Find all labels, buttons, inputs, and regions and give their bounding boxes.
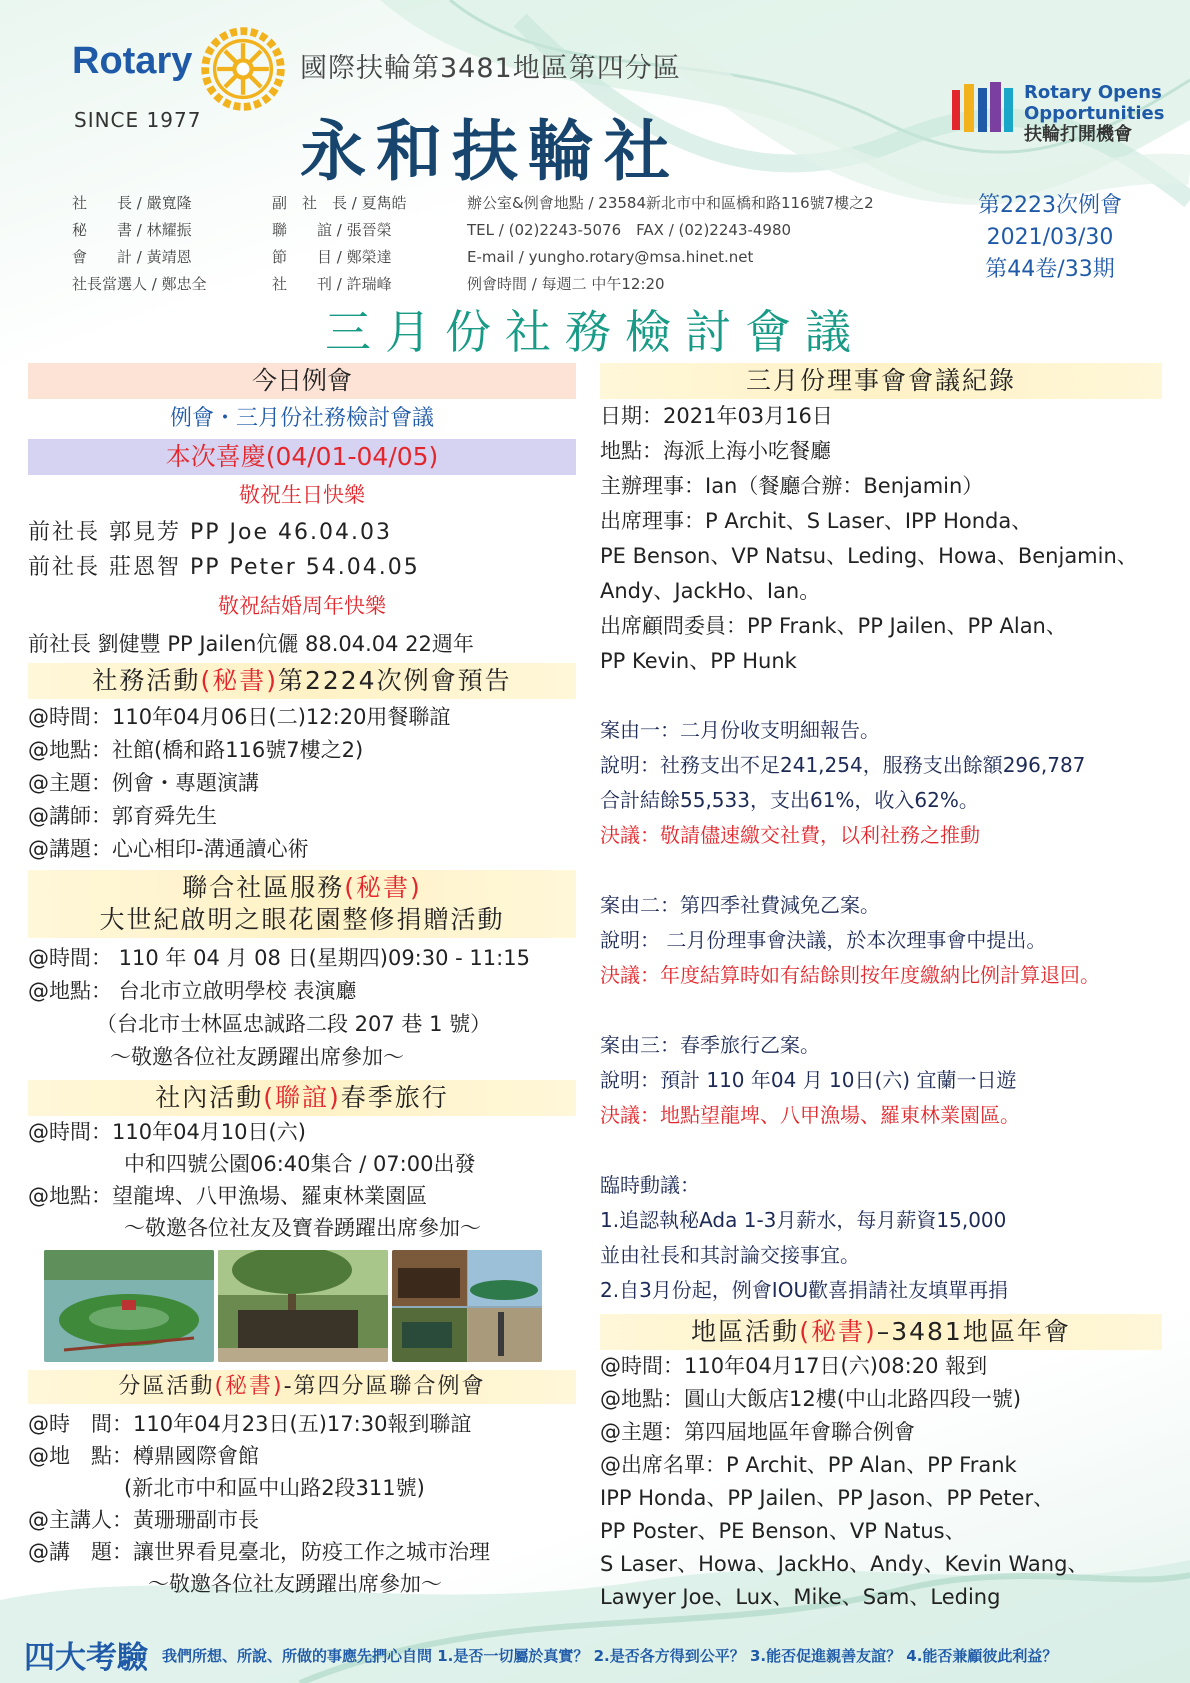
club-activity-pre: 社務活動 (92, 666, 201, 695)
district-line: @時間：110年04月17日(六)08:20 報到 (600, 1354, 988, 1378)
officers-table (72, 190, 927, 298)
zone-list (28, 1408, 576, 1600)
extra-line: 1.追認執秘Ada 1-3月薪水，每月薪資15,000 (600, 1208, 1007, 1232)
meeting-date: 2021/03/30 (986, 225, 1114, 250)
board-list (600, 399, 1162, 679)
case-line: 說明：預計 110 年04 月 10日(六) 宜蘭一日遊 (600, 1068, 1017, 1092)
case-one (600, 713, 1162, 853)
rotary-opens-opportunities-text (1024, 82, 1164, 145)
birthday-item: 前社長 郭見芳 PP Joe 46.04.03 (28, 520, 392, 545)
left-column (28, 363, 576, 1600)
issue-number: 第44卷/33期 (985, 257, 1115, 282)
case-two (600, 888, 1162, 993)
district-line: S Laser、Howa、JackHo、Andy、Kevin Wang、 (600, 1552, 1089, 1576)
district-post: –3481地區年會 (876, 1317, 1071, 1346)
zone-line: (新北市中和區中山路2段311號) (124, 1476, 425, 1500)
district-line: Lawyer Joe、Lux、Mike、Sam、Leding (600, 1585, 1001, 1609)
extra-line: 並由社長和其討論交接事宜。 (600, 1243, 860, 1267)
zone-tag: (秘書) (214, 1374, 284, 1399)
office-email: E-mail / yungho.rotary@msa.hinet.net (467, 248, 754, 266)
board-line: PP Kevin、PP Hunk (600, 649, 797, 673)
district-line: @出席名單：P Archit、PP Alan、PP Frank (600, 1453, 1017, 1477)
board-line: 主辦理事：Ian（餐廳合辦：Benjamin） (600, 474, 984, 498)
club-activity-line: @講師：郭育舜先生 (28, 804, 217, 828)
trip-pre: 社內活動 (155, 1083, 264, 1112)
club-activity-line: @主題：例會・專題演講 (28, 771, 259, 795)
rotary-opens-opportunities-icon (952, 80, 1014, 136)
district-tag: (秘書) (799, 1317, 877, 1346)
zone-post: -第四分區聯合例會 (283, 1374, 486, 1399)
meeting-number: 第2223次例會 (978, 193, 1122, 218)
club-activity-list (28, 701, 576, 866)
anniversary-title: 敬祝結婚周年快樂 (218, 594, 386, 618)
case-line: 案由一：二月份收支明細報告。 (600, 718, 880, 742)
district-name: 國際扶輪第3481地區第四分區 (300, 53, 681, 84)
since-year: SINCE 1977 (74, 108, 202, 132)
extra-line: 臨時動議： (600, 1173, 700, 1197)
trip-line: @時間：110年04月10日(六) (28, 1120, 306, 1144)
district-line: @主題：第四屆地區年會聯合例會 (600, 1420, 915, 1444)
club-activity-title (28, 663, 576, 699)
club-activity-post: 第2224次例會預告 (277, 666, 512, 695)
zone-pre: 分區活動 (118, 1374, 215, 1399)
case-line: 案由三：春季旅行乙案。 (600, 1033, 820, 1057)
district-line: IPP Honda、PP Jailen、PP Jason、PP Peter、 (600, 1486, 1055, 1510)
officers-row (72, 271, 927, 298)
district-activity-list (600, 1350, 1162, 1614)
officer-cell: 社 長 / 嚴寬隆 (72, 194, 192, 212)
ro-zh: 扶輪打開機會 (1024, 124, 1132, 145)
train-station-photo (392, 1250, 542, 1362)
board-line: Andy、JackHo、Ian。 (600, 579, 821, 603)
ro-line2: Opportunities (1024, 103, 1165, 124)
zone-line: @時 間：110年04月23日(五)17:30報到聯誼 (28, 1412, 472, 1436)
district-line: PP Poster、PE Benson、VP Natus、 (600, 1519, 966, 1543)
service-title (28, 870, 576, 938)
club-name: 永和扶輪社 (300, 112, 680, 190)
case-line: 說明： 二月份理事會決議，於本次理事會中提出。 (600, 928, 1047, 952)
zone-line: @主講人：黃珊珊副市長 (28, 1508, 259, 1532)
right-column (600, 363, 1162, 1614)
today-title: 今日例會 (28, 363, 576, 399)
trip-line: 中和四號公園06:40集合 / 07:00出發 (124, 1152, 476, 1176)
service-line: （台北市士林區忠誠路二段 207 巷 1 號） (96, 1012, 492, 1036)
lake-pavilion-photo (44, 1250, 214, 1362)
trip-title (28, 1080, 576, 1116)
board-line: 地點：海派上海小吃餐廳 (600, 439, 831, 463)
four-way-test-title: 四大考驗 (24, 1640, 148, 1676)
case-three (600, 1028, 1162, 1133)
extra-line: 2.自3月份起，例會IOU歡喜捐請社友填單再捐 (600, 1278, 1009, 1302)
service-pre: 聯合社區服務 (182, 873, 345, 902)
main-title: 三月份社務檢討會議 (325, 305, 865, 359)
club-activity-line: @時間：110年04月06日(二)12:20用餐聯誼 (28, 705, 451, 729)
officers-row (72, 244, 927, 271)
birthday-list (28, 515, 576, 585)
case-resolution: 決議：敬請儘速繳交社費，以利社務之推動 (600, 823, 980, 847)
trip-post: 春季旅行 (340, 1083, 449, 1112)
district-activity-title (600, 1314, 1162, 1350)
case-line: 合計結餘55,533，支出61%，收入62%。 (600, 788, 979, 812)
officer-cell: 副 社 長 / 夏雋皓 (272, 194, 407, 212)
trip-photos (44, 1250, 576, 1362)
extra-motions (600, 1168, 1162, 1308)
rotary-wheel-icon (200, 26, 286, 112)
celebrate-title: 本次喜慶(04/01-04/05) (28, 439, 576, 475)
office-phone: TEL / (02)2243-5076 FAX / (02)2243-4980 (467, 221, 792, 239)
service-line: @時間： 110 年 04 月 08 日(星期四)09:30 - 11:15 (28, 946, 530, 970)
officer-cell: 社長當選人 / 鄭忠全 (72, 275, 207, 293)
case-line: 案由二：第四季社費減免乙案。 (600, 893, 880, 917)
officer-cell: 節 目 / 鄭榮達 (272, 248, 392, 266)
district-line: @地點：圓山大飯店12樓(中山北路四段一號) (600, 1387, 1022, 1411)
board-line: 日期：2021年03月16日 (600, 404, 833, 428)
officer-cell: 秘 書 / 林耀振 (72, 221, 192, 239)
ro-line1: Rotary Opens (1024, 82, 1162, 103)
rotary-wordmark: Rotary (72, 40, 193, 82)
officer-cell: 社 刊 / 許瑞峰 (272, 275, 392, 293)
office-address: 辦公室&例會地點 / 23584新北市中和區橋和路116號7樓之2 (467, 194, 874, 212)
board-title: 三月份理事會會議紀錄 (600, 363, 1162, 399)
club-activity-line: @地點：社館(橋和路116號7樓之2) (28, 738, 364, 762)
board-line: 出席理事：P Archit、S Laser、IPP Honda、 (600, 509, 1033, 533)
service-subtitle: 大世紀啟明之眼花園整修捐贈活動 (99, 905, 505, 934)
officer-cell: 會 計 / 黃靖恩 (72, 248, 192, 266)
service-tag: (秘書) (344, 873, 422, 902)
trip-line: ～敬邀各位社友及寶眷踴躍出席參加～ (124, 1216, 481, 1240)
meeting-time: 例會時間 / 每週二 中午12:20 (467, 275, 665, 293)
today-body: 例會・三月份社務檢討會議 (169, 406, 434, 431)
service-line: ～敬邀各位社友踴躍出席參加～ (110, 1045, 404, 1069)
club-activity-tag: (秘書) (200, 666, 278, 695)
service-line: @地點： 台北市立啟明學校 表演廳 (28, 979, 357, 1003)
service-list (28, 942, 576, 1074)
forest-park-photo (218, 1250, 388, 1362)
officer-cell: 聯 誼 / 張晉榮 (272, 221, 392, 239)
club-activity-line: @講題：心心相印-溝通讀心術 (28, 837, 309, 861)
birthday-title: 敬祝生日快樂 (239, 483, 365, 507)
trip-line: @地點：望龍埤、八甲漁場、羅東林業園區 (28, 1184, 427, 1208)
zone-line: @地 點：樽鼎國際會館 (28, 1444, 259, 1468)
case-resolution: 決議：年度結算時如有結餘則按年度繳納比例計算退回。 (600, 963, 1100, 987)
board-line: 出席顧問委員：PP Frank、PP Jailen、PP Alan、 (600, 614, 1067, 638)
case-resolution: 決議：地點望龍埤、八甲漁場、羅東林業園區。 (600, 1103, 1020, 1127)
birthday-item: 前社長 莊恩智 PP Peter 54.04.05 (28, 555, 420, 580)
trip-tag: (聯誼) (263, 1083, 341, 1112)
trip-list (28, 1116, 576, 1244)
meeting-info (950, 190, 1150, 286)
four-way-test-text: 我們所想、所說、所做的事應先捫心自問 1.是否一切屬於真實？ 2.是否各方得到公平？ 3.能否促進親善友誼？ 4.能否兼顧彼此利益？ (162, 1647, 1058, 1665)
officers-row (72, 217, 927, 244)
officers-row (72, 190, 927, 217)
case-line: 說明：社務支出不足241,254，服務支出餘額296,787 (600, 753, 1086, 777)
zone-title (28, 1370, 576, 1404)
district-pre: 地區活動 (691, 1317, 800, 1346)
anniversary-item: 前社長 劉健豐 PP Jailen伉儷 88.04.04 22週年 (28, 632, 474, 656)
board-line: PE Benson、VP Natsu、Leding、Howa、Benjamin、 (600, 544, 1138, 568)
zone-line: @講 題：讓世界看見臺北，防疫工作之城市治理 (28, 1540, 490, 1564)
zone-line: ～敬邀各位社友踴躍出席參加～ (148, 1572, 442, 1596)
